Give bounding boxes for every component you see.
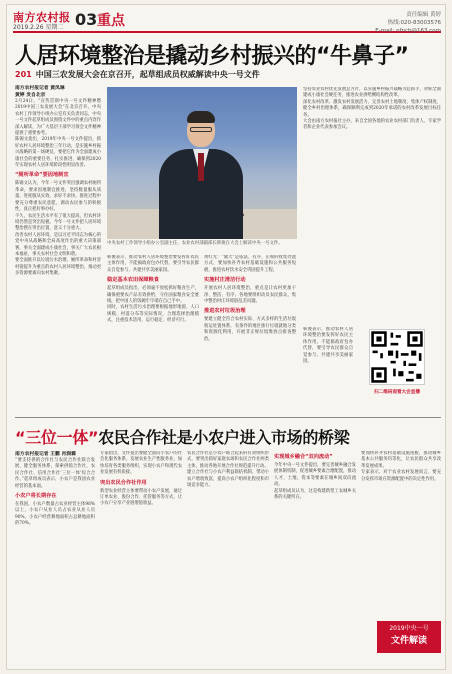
paragraph: 专家表示，对于农业农村发展而言，要充分发挥市场在资源配置中的决定性作用。 <box>361 470 441 482</box>
editor-info <box>375 11 441 35</box>
article1-byline: 南方农村报记者 黄凤琳 <box>15 86 65 91</box>
paragraph: 深化农村改革，激发农村发展活力，完善农村土地制度、集体产权制度，健全乡村治理体系，确保顺利完成到2020年承诺的农村改革发展目标任务。 <box>303 99 441 118</box>
qr-code-icon[interactable] <box>369 329 425 385</box>
paragraph: 农民合作社是小农户联合起来的有效组织形式，要突出抓好家庭农场和农民合作社两类主体，推动各地开展合作社规范提升行动。 <box>187 451 269 469</box>
article1-column-4 <box>204 255 296 411</box>
second-headline-quote: “三位一体” <box>15 428 99 447</box>
page-number: 03 <box>75 10 98 29</box>
masthead: 南方农村报 <box>13 11 71 24</box>
article2-column-5 <box>361 451 441 617</box>
series-badge <box>377 621 441 653</box>
article1-byline-2: 黄婷 发自北京 <box>15 93 46 98</box>
article1-column-3 <box>107 255 199 411</box>
second-headline <box>15 425 349 448</box>
paragraph: 起草组成员认为，这是构建新型工农城乡关系的关键所在。 <box>274 488 356 501</box>
paragraph: 建立合作社与小农户利益联结机制，带动小农户增收致富，提高小农户组织化程度和市场竞争能力。 <box>187 470 269 489</box>
paragraph: 今年中央一号文件提出，要完善城乡融合发展体制机制，促进城乡要素合理配置，推动人才、土地、资本等要素在城乡间双向流动。 <box>274 463 356 488</box>
paragraph: 大会由南方农村报社主办，来自全国各地的农业农村部门负责人、专家学者和企业代表参加会议。 <box>303 119 441 131</box>
page-header <box>13 9 441 33</box>
article1-subheading-1: “厕所革命”要因地制宜 <box>15 172 69 179</box>
article2-subheading-2: 突出农民合作社作用 <box>100 479 147 486</box>
subhead-prefix: 201 <box>15 70 32 79</box>
main-subheadline <box>15 69 260 80</box>
paragraph: 在我国，小农户数量占农业经营主体98%以上，小农户从业人员占农业从业人员90%，小农户经营耕地面积占总耕地面积的70%。 <box>15 502 95 527</box>
photo-caption: 中央农村工作领导小组办公室副主任、农业农村部副部长韩俊在大会上解读中央一号文件。 <box>107 241 283 246</box>
article1-subheading-4: 实施村庄清洁行动 <box>204 277 246 284</box>
paragraph: 黄红光：“冀大”是依法、有序、正规的收集处置方式，要加快补齐农村基础设施和公共服务短板，推进农村饮水安全巩固提升工程。 <box>204 255 296 273</box>
hotline: 热线:020-83003576 <box>387 20 441 26</box>
photo-speaker <box>159 113 243 239</box>
badge-line-1: 2019中央一号 <box>389 625 429 632</box>
paragraph: 起草组成员指出，必须毫不放松抓好粮食生产，确保重要农产品有效供给，守住国家粮食安全底线，把中国人的饭碗牢牢端在自己手中。 <box>107 286 199 305</box>
paragraph: 要全面推开以垃圾污水治理、厕所革命和村容村貌提升为重点的农村人居环境整治，推动更多资源要素向农村集聚。 <box>15 258 101 277</box>
article1-subheading-3: 稳定基本农田保障粮食 <box>107 277 159 284</box>
paragraph: 陈锡文认为，今年一号文件突出强调农村厕所革命，要求因地制宜推进，坚持数量服从质量，进度服从实效，求好不求快。推进过程中要充分尊重农民意愿，调动农民参与的积极性，真正把好事办好。 <box>15 181 101 213</box>
paragraph: 要加快补齐农村基础设施短板，推动城乡基本公共服务均等化，让农民群众共享改革发展成果。 <box>361 451 441 469</box>
paragraph: “要支持供销合作社与农民合作社联合发展，健全服务体系，探索供销合作社、农民合作社、信用合作社‘三位一体’综合合作。”起草组成员表示，小农户是我国农业经营的基本面。 <box>15 458 95 489</box>
article2-column-2 <box>100 451 182 669</box>
article1-subheading-2: 推进农村垃圾治理 <box>204 308 246 315</box>
badge-line-2: 文件解读 <box>390 636 427 646</box>
subhead-text: 中国三农发展大会在京召开，起草组成员权威解读中央一号文件 <box>35 70 260 79</box>
section-title: 重点 <box>97 13 125 29</box>
second-headline-text: 农民合作社是小农户进入市场的桥梁 <box>98 428 350 447</box>
article2-subheading-1: 小农户将长期存在 <box>15 493 57 500</box>
paragraph: 新型农业经营主体要带动小农户发展，通过订单农业、股份合作、托管服务等方式，让小农户分享产业链增值收益。 <box>100 488 182 507</box>
article2-subheading-4: 实现城乡融合“双向流动” <box>274 454 333 460</box>
paragraph: 韩俊表示，推动农村人居环境整治要发挥好农民主体作用，不能搞政府包办代替，要引导农民群众自觉参与、共建共享美丽家园。 <box>303 327 353 365</box>
article2-column-3 <box>187 451 269 669</box>
email: E-mail: nfncb@163.com <box>375 28 441 34</box>
speaker-photo <box>107 87 297 239</box>
article1-column-5 <box>303 87 441 323</box>
main-headline: 人居环境整治是撬动乡村振兴的“牛鼻子” <box>15 44 409 69</box>
paragraph: 要建立健全符合农村实际、方式多样的生活垃圾收运处置体系，有条件的地区推行垃圾就地分类和资源化利用，开展非正规垃圾堆放点排查整治。 <box>204 317 296 342</box>
paragraph: 专家指出，文件提出要健全面向小农户的社会化服务体系，发展农业生产性服务业，加快培育各类服务组织，实现小农户和现代农业发展有机衔接。 <box>100 451 182 476</box>
paragraph: 陈锡文指出，2019年中央一号文件提出，抓好农村人居环境整治三年行动，是实施乡村振兴战略的第一场硬仗，要把它作为全面建成小康社会的重要任务，扎实推进，确保到2020年实现农村人居环境阶段性明显改善。 <box>15 137 101 169</box>
newspaper-page <box>6 4 446 670</box>
article-divider <box>15 417 441 418</box>
article2-byline: 南方农村报记者 王鹏 肖润霖 <box>15 452 76 457</box>
paragraph: 坚持农业农村优先发展总方针，以实施乡村振兴战略为总抓手，对标全面建成小康社会硬任务，推进农业供给侧结构性改革。 <box>303 87 441 99</box>
article1-column-5b <box>303 327 353 411</box>
article2-column-1 <box>15 451 95 669</box>
paragraph: 韩俊表示，推动农村人居环境整治要发挥好农民主体作用，不能搞政府包办代替，要引导农民群众自觉参与、共建共享美丽家园。 <box>107 255 199 273</box>
paragraph: 同时，农村生活污水治理要根据地形地貌、人口规模、村落分布等实际情况，合理选择治理模式，注重技术适用、运行稳定、经济可行。 <box>107 305 199 324</box>
article2-column-4 <box>274 451 356 669</box>
editor-name: 责任编辑 黄婷 <box>406 12 441 18</box>
paragraph: 不久，农民生活水平有了很大提高，但农村环境仍然是突出短板。今年一号文件把人居环境整治摆在突出位置，意义十分重大。 <box>15 213 101 232</box>
paragraph: 2月24日，“宣传贯彻中央一号文件精神暨2019中国三农发展大会”在北京召开。中央农村工作领导小组办公室有关负责同志，中央一号文件起草组成员围绕文件中的重点内容作深入解读，为广大基层干部学习领会文件精神提供了重要参考。 <box>15 99 101 137</box>
article1-column-1 <box>15 85 101 411</box>
issue-date: 2019.2.26 星期二 <box>13 24 64 31</box>
paragraph: 开展农村人居环境整治，重点是让农村更加干净、整洁、有序。各地要组织动员农民群众，集中整治村庄环境脏乱差问题。 <box>204 286 296 305</box>
paragraph: 改善农村人居环境，是以习近平同志为核心的党中央从战略和全局高度作出的重大决策部署，事关全面建成小康社会，事关广大农民根本福祉，事关农村社会文明和谐。 <box>15 232 101 257</box>
qr-caption: 扫二维码观看大会直播 <box>374 390 420 395</box>
